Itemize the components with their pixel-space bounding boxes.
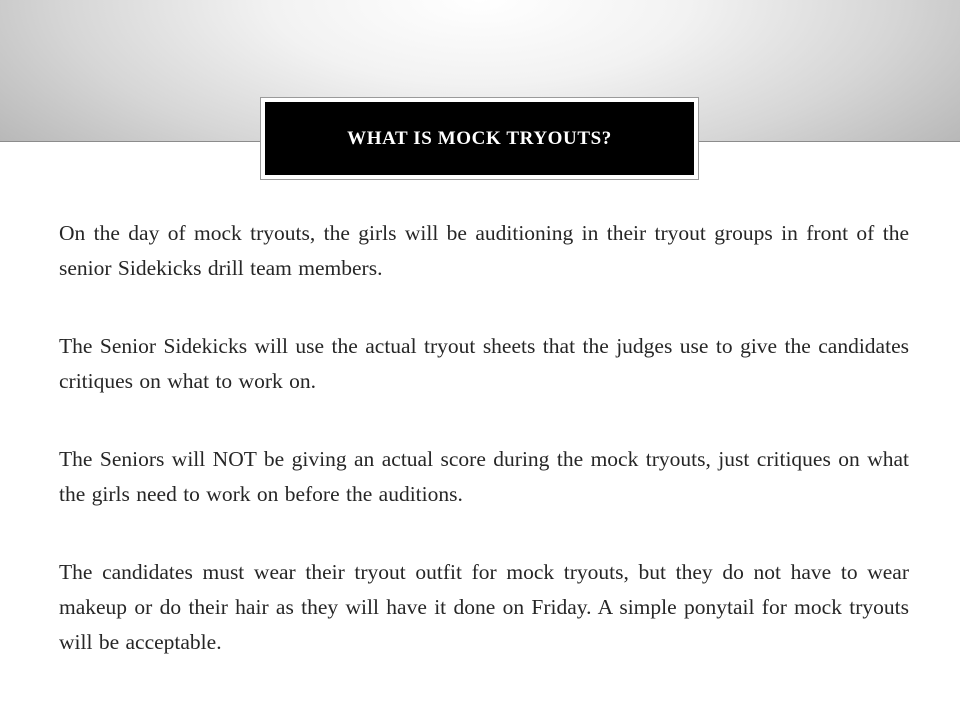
title-box xyxy=(260,97,699,180)
slide-title: WHAT IS MOCK TRYOUTS? xyxy=(347,127,612,149)
paragraph-mock-tryout-day: On the day of mock tryouts, the girls will be auditioning in their tryout groups in front of the senior Sidekicks drill team members. xyxy=(59,221,909,280)
slide-body xyxy=(59,216,909,660)
paragraph-no-score: The Seniors will NOT be giving an actual score during the mock tryouts, just critiques on what the girls need to work on before the auditions. xyxy=(59,447,909,506)
paragraph-tryout-sheets: The Senior Sidekicks will use the actual tryout sheets that the judges use to give the candidates critiques on what to work on. xyxy=(59,334,909,393)
paragraph-outfit-requirements: The candidates must wear their tryout outfit for mock tryouts, but they do not have to wear makeup or do their hair as they will have it done on Friday. A simple ponytail for mock tryouts will be acceptable. xyxy=(59,560,909,654)
title-banner xyxy=(265,102,694,175)
